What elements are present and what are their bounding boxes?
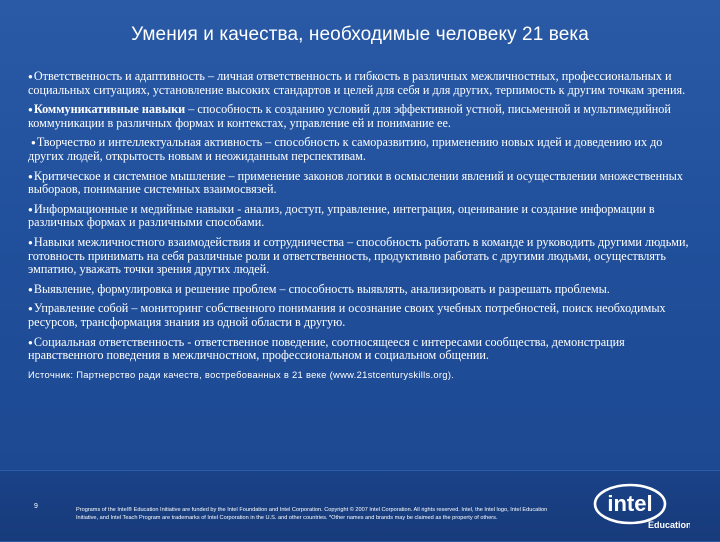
bullet-icon: ● [28, 304, 33, 314]
source-note: Источник: Партнерство ради качеств, востребованных в 21 веке (www.21stcenturyskills.org). [28, 368, 455, 380]
list-item [28, 236, 692, 277]
skills-list [28, 70, 692, 380]
bullet-icon: ● [28, 237, 33, 247]
bullet-icon: ● [28, 337, 33, 347]
bullet-icon: ● [31, 138, 36, 148]
intel-logo-icon [590, 481, 690, 537]
bullet-icon: ● [28, 105, 33, 115]
item-bold: Коммуникативные навыки [33, 102, 186, 117]
bullet-icon: ● [28, 284, 33, 294]
item-text: Управление собой – мониторинг собственного понимания и осознание своих учебных потребностей, поиск необходимых ресурсов, трансформация знания из одной области в другую. [28, 301, 666, 329]
list-item [28, 203, 692, 230]
page-number: 9 [34, 503, 38, 510]
item-text: Навыки межличностного взаимодействия и сотрудничества – способность работать в команде и руководить другими людьми, готовность принимать на себя различные роли и ответственность, продуктивно работать с другими людьми, осуществлять эмпатию, уважать точки зрения других людей. [28, 234, 689, 277]
footer-bar [0, 470, 720, 541]
list-item [28, 103, 692, 130]
list-item [28, 283, 692, 297]
item-text: Информационные и медийные навыки - анализ, доступ, управление, интеграция, оценивание и создание информации в различных формах и различными способами. [28, 201, 655, 230]
bullet-icon: ● [28, 171, 33, 181]
intel-education-logo [590, 481, 690, 537]
list-item [28, 136, 692, 163]
list-item [28, 336, 692, 363]
list-item [28, 170, 692, 197]
slide-title: Умения и качества, необходимые человеку 21 века [131, 24, 589, 45]
item-text: Критическое и системное мышление – применение законов логики в осмыслении явлений и осуществлении множественных выбораов, понимание системных взаимосвязей. [28, 168, 683, 197]
logo-subtext: Education [648, 520, 690, 530]
bullet-icon: ● [28, 72, 33, 81]
item-text: Ответственность и адаптивность – личная ответственность и гибкость в различных межличностных, профессиональных и социальных ситуациях, установление высоких стандартов и целей для себя и для других, терпимость к другим точкам зрения. [28, 69, 686, 97]
list-item [28, 302, 692, 329]
logo-wordmark: intel [607, 491, 653, 516]
item-text: Творчество и интеллектуальная активность – способность к саморазвитию, применению новых идей и доведению их до других людей, открытость новым и неожиданным перспективам. [28, 135, 663, 163]
item-text: Социальная ответственность - ответственное поведение, соотносящееся с интересами сообщества, демонстрация нравственного поведения в межличностном, профессиональном и социальном общении. [28, 334, 625, 363]
bullet-icon: ● [28, 204, 33, 214]
item-text: Выявление, формулировка и решение проблем – способность выявлять, анализировать и разрешать проблемы. [33, 281, 610, 296]
legal-notice: Programs of the Intel® Education Initiative are funded by the Intel Foundation and Intel Corporation. Copyright © 2007 Intel Corporation. All rights reserved. Intel, the Intel logo, Intel Education Initiative, and Intel Teach Program are trademarks of Intel Corporation in the U.S. and other countries. *Other names and brands may be claimed as the property of others. [76, 507, 548, 521]
item-text: – способность к созданию условий для эффективной устной, письменной и мультимедийной коммуникации в различных формах и контекстах, управление ей и понимание ее. [28, 102, 671, 130]
list-item [28, 70, 692, 97]
